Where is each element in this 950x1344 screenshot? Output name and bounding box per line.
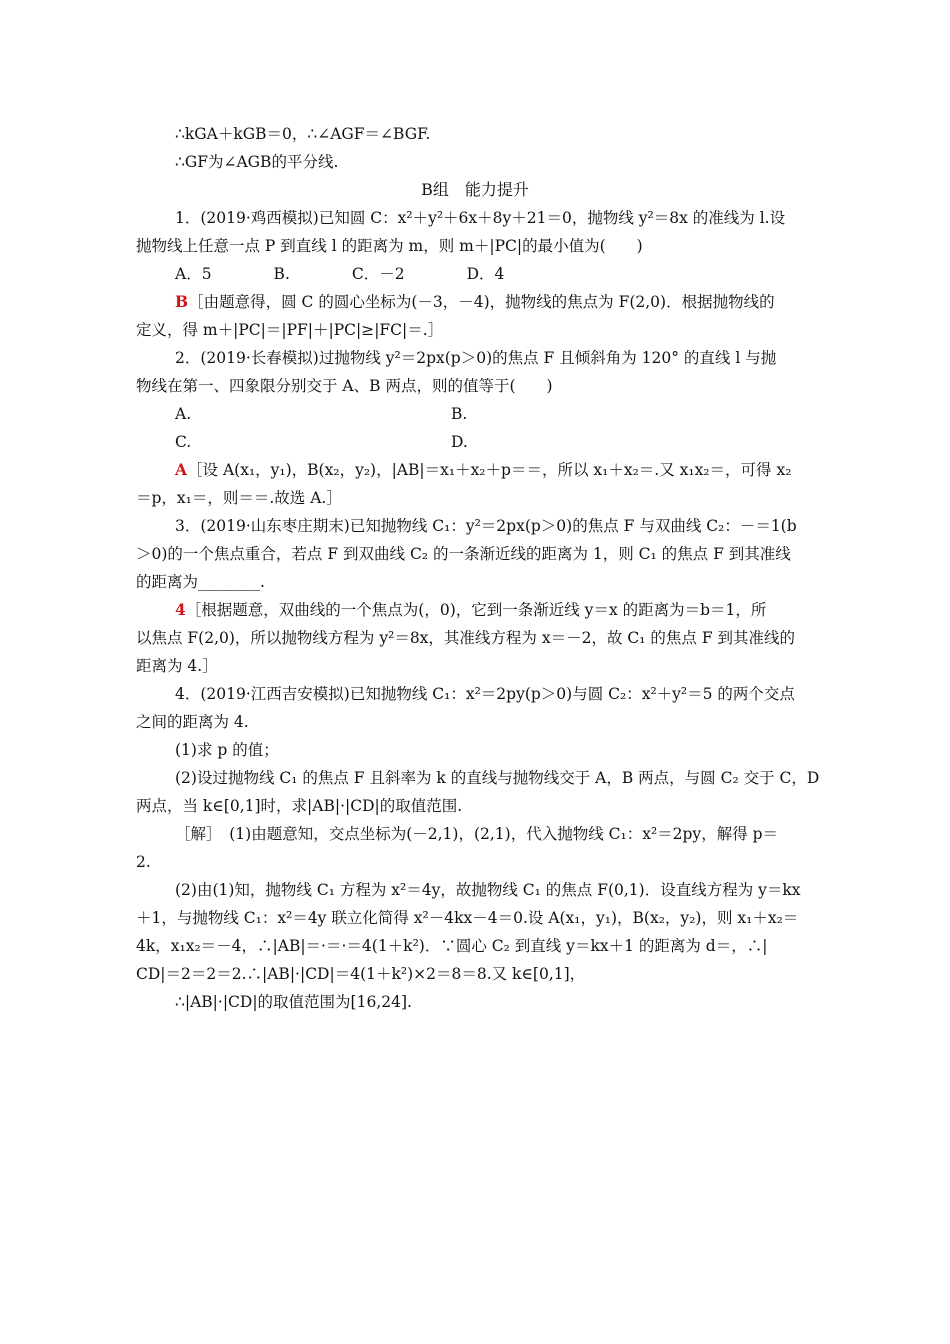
answer-line — [175, 460, 791, 480]
answer-letter: 4 — [175, 600, 186, 619]
text-line: ∴|AB|·|CD|的取值范围为[16,24]. — [175, 993, 412, 1011]
text-line: ＋1，与抛物线 C₁：x²＝4y 联立化简得 x²－4kx－4＝0.设 A(x₁，y₁)，B(x₂，y₂)，则 x₁＋x₂＝ — [136, 909, 799, 927]
text-line: CD|＝2＝2＝2.∴|AB|·|CD|＝4(1＋k²)×2＝8＝8.又 k∈[0,1]， — [136, 965, 586, 983]
text-line: (1)求 p 的值； — [175, 741, 279, 759]
question-3: 3．(2019·山东枣庄期末)已知抛物线 C₁：y²＝2px(p＞0)的焦点 F 与双曲线 C₂：－＝1(b — [175, 517, 797, 535]
answer-line — [175, 600, 766, 620]
answer-text: ［设 A(x₁，y₁)，B(x₂，y₂)，|AB|＝x₁＋x₂＋p＝＝，所以 x₁＋x₂＝.又 x₁x₂＝，可得 x₂ — [187, 461, 792, 479]
text-line: ＞0)的一个焦点重合，若点 F 到双曲线 C₂ 的一条渐近线的距离为 1，则 C₁ 的焦点 F 到其准线 — [136, 545, 791, 563]
text-line: ∴GF为∠AGB的平分线. — [175, 153, 339, 171]
text-line: 两点，当 k∈[0,1]时，求|AB|·|CD|的取值范围. — [136, 797, 463, 815]
option-d: D. — [451, 433, 468, 451]
text-line: 4k，x₁x₂＝－4，∴|AB|＝·＝·＝4(1＋k²)．∵圆心 C₂ 到直线 y＝kx＋1 的距离为 d＝，∴| — [136, 937, 768, 955]
answer-letter: B — [175, 292, 189, 311]
text-line: ∴kGA＋kGB＝0，∴∠AGF＝∠BGF. — [175, 125, 431, 143]
question-2: 2．(2019·长春模拟)过抛物线 y²＝2px(p＞0)的焦点 F 且倾斜角为 120° 的直线 l 与抛 — [175, 349, 777, 367]
answer-line — [175, 292, 775, 312]
text-line: ＝p，x₁＝，则＝＝.故选 A.］ — [136, 489, 342, 507]
text-line: 距离为 4.］ — [136, 657, 218, 675]
text-line: 抛物线上任意一点 P 到直线 l 的距离为 m，则 m＋|PC|的最小值为( ) — [136, 237, 643, 255]
text-line: 之间的距离为 4. — [136, 713, 249, 731]
text-line: (2)由(1)知，抛物线 C₁ 方程为 x²＝4y，故抛物线 C₁ 的焦点 F(0,1)．设直线方程为 y＝kx — [175, 881, 801, 899]
answer-text: ［根据题意，双曲线的一个焦点为(，0)，它到一条渐近线 y＝x 的距离为＝b＝1，所 — [185, 601, 767, 619]
text-line: (2)设过抛物线 C₁ 的焦点 F 且斜率为 k 的直线与抛物线交于 A，B 两点，与圆 C₂ 交于 C，D — [175, 769, 820, 787]
text-line: 以焦点 F(2,0)，所以抛物线方程为 y²＝8x，其准线方程为 x＝－2，故 C₁ 的焦点 F 到其准线的 — [136, 629, 795, 647]
option-b: B. — [451, 405, 468, 423]
section-title: B组 能力提升 — [421, 180, 529, 199]
text-line: 2. — [136, 853, 151, 871]
question-1: 1．(2019·鸡西模拟)已知圆 C：x²＋y²＋6x＋8y＋21＝0，抛物线 y²＝8x 的准线为 l.设 — [175, 209, 786, 227]
option-a: A. — [175, 405, 192, 423]
text-line: 定义，得 m＋|PC|＝|PF|＋|PC|≥|FC|＝.］ — [136, 321, 444, 339]
question-4: 4．(2019·江西吉安模拟)已知抛物线 C₁：x²＝2py(p＞0)与圆 C₂：x²＋y²＝5 的两个交点 — [175, 685, 795, 703]
answer-text: ［由题意得，圆 C 的圆心坐标为(－3，－4)，抛物线的焦点为 F(2,0)．根据抛物线的 — [188, 293, 775, 311]
answer-letter: A — [175, 460, 188, 479]
solution-line: ［解］ (1)由题意知，交点坐标为(－2,1)，(2,1)，代入抛物线 C₁：x²＝2py，解得 p＝ — [175, 825, 779, 843]
text-line: 物线在第一、四象限分别交于 A、B 两点，则的值等于( ) — [136, 377, 553, 395]
option-c: C. — [175, 433, 192, 451]
text-line: 的距离为________. — [136, 573, 265, 591]
options-line: A．5 B. C．－2 D．4 — [175, 265, 505, 283]
